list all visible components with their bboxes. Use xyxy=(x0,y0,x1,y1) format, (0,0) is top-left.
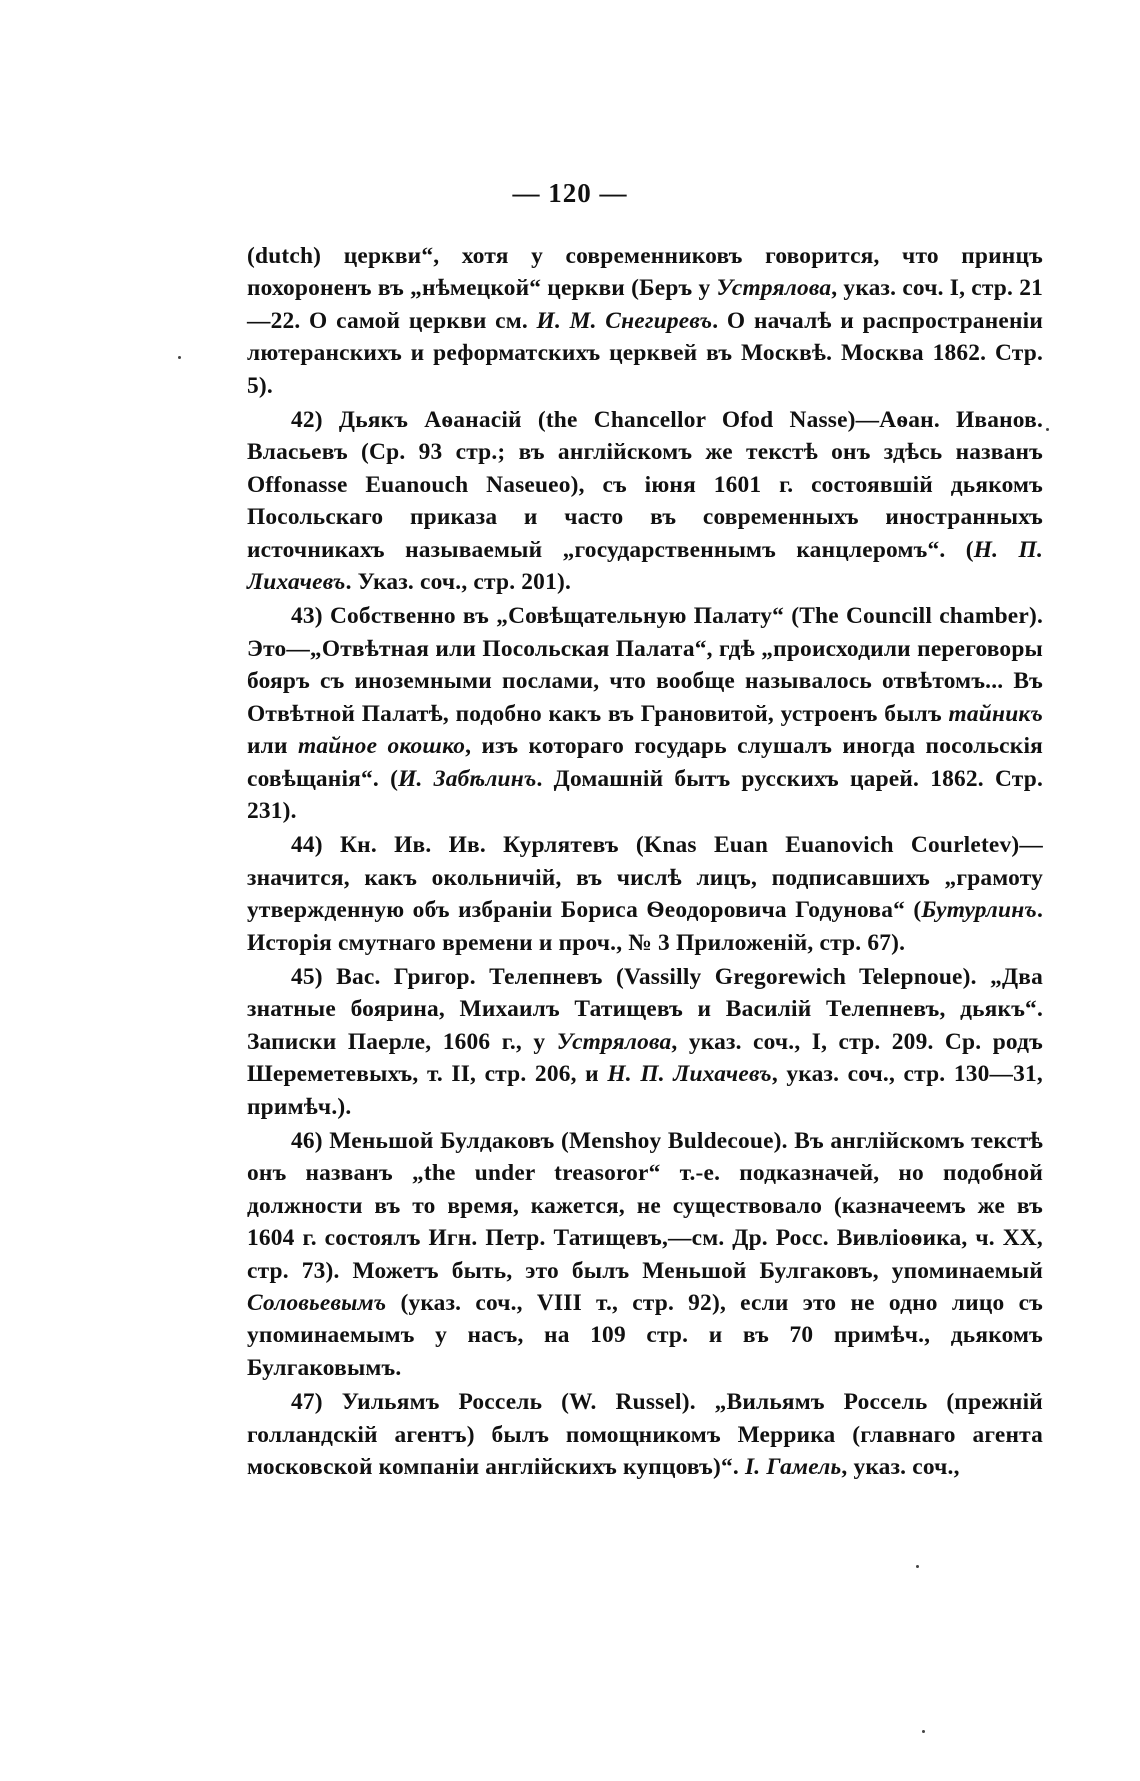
text-run: (указ. соч., VIII т., стр. 92), если это не одно лицо съ упоминаемымъ у насъ, на 109 стр. и въ 70 примѣч., дьякомъ Булгаковымъ. xyxy=(247,1290,1043,1381)
italic-author: И. Забѣлинъ xyxy=(398,765,537,792)
text-run: , указ. соч., I, стр. 209. Ср. родъ Шереметевыхъ, т. II, стр. 206, и xyxy=(247,1028,1043,1088)
page-number: — 120 — xyxy=(512,178,628,208)
paragraph-continuation xyxy=(247,240,1043,402)
footnote-42 xyxy=(247,404,1043,598)
text-run: , изъ котораго государь слушалъ иногда посольскія совѣщанія“. ( xyxy=(247,733,1043,792)
print-speck xyxy=(916,1565,919,1568)
italic-author: Устрялова xyxy=(716,275,832,302)
text-run: 46) Меньшой Булдаковъ (Menshoy Buldecoue). Въ англійскомъ текстѣ онъ названъ „the under treasoror“ т.-е. подказначей, но подобной должности въ то время, кажется, не существовало (казначеемъ же въ 1604 г. состоялъ Игн. Петр. Татищевъ,—см. Др. Росс. Вивліоѳика, ч. XX, стр. 73). Можетъ быть, это былъ Меньшой Булгаковъ, упоминаемый xyxy=(247,1127,1043,1284)
text-run: . Домашній бытъ русскихъ царей. 1862. Стр. 231). xyxy=(247,765,1043,824)
text-run: (dutch) церкви“, хотя у современниковъ говорится, что принцъ похороненъ въ „нѣмецкой“ церкви (Беръ у xyxy=(247,243,1043,302)
text-run: или xyxy=(247,733,298,760)
text-run: 47) Уильямъ Россель (W. Russel). „Вильямъ Россель (прежній голландскій агентъ) былъ помощникомъ Меррика (главнаго агента московской компаніи англійскихъ купцовъ)“. xyxy=(247,1389,1043,1481)
footnote-47 xyxy=(247,1386,1043,1483)
italic-author: Н. П. Лихачевъ xyxy=(247,536,1043,596)
footnote-44 xyxy=(247,829,1043,959)
print-speck xyxy=(922,1730,925,1733)
footnote-43 xyxy=(247,600,1043,827)
text-run: , указ. соч. I, стр. 21—22. О самой церкви см. xyxy=(247,275,1043,334)
italic-author: I. Гамель xyxy=(745,1454,842,1481)
footnotes-body xyxy=(247,240,1043,1485)
italic-term: тайное окошко xyxy=(297,733,466,760)
print-speck xyxy=(178,356,181,359)
text-run: . О началѣ и распространеніи лютеранскихъ и реформатскихъ церквей въ Москвѣ. Москва 1862. Стр. 5). xyxy=(247,307,1044,399)
text-run: 42) Дьякъ Аѳанасій (the Chancellor Ofod Nasse)—Аѳан. Иванов. Власьевъ (Ср. 93 стр.; въ англійскомъ же текстѣ онъ здѣсь названъ Offonasse Euanouch Naseueo), съ іюня 1601 г. состоявшій дьякомъ Посольскаго приказа и часто въ современныхъ иностранныхъ источникахъ называемый „государственнымъ канцлеромъ“. ( xyxy=(247,407,1043,563)
text-run: . Исторія смутнаго времени и проч., № 3 Приложеній, стр. 67). xyxy=(247,897,1043,956)
footnote-46 xyxy=(247,1125,1043,1384)
italic-author: Н. П. Лихачевъ xyxy=(607,1061,772,1088)
italic-author: И. М. Снегиревъ xyxy=(536,307,713,334)
italic-term: тайникъ xyxy=(948,700,1043,727)
text-run: . Указ. соч., стр. 201). xyxy=(345,569,572,596)
print-speck xyxy=(1046,428,1049,431)
italic-author: Устрялова xyxy=(556,1028,672,1055)
text-run: 45) Вас. Григор. Телепневъ (Vassilly Gregorewich Telepnoue). „Два знатные боярина, Михаилъ Татищевъ и Василій Телепневъ, дьякъ“. Записки Паерле, 1606 г., у xyxy=(247,963,1043,1055)
text-run: , указ. соч., стр. 130—31, примѣч.). xyxy=(247,1061,1043,1120)
footnote-45 xyxy=(247,961,1043,1123)
text-run: 44) Кн. Ив. Ив. Курлятевъ (Knas Euan Euanovich Courletev)—значится, какъ окольничій, въ числѣ лицъ, подписавшихъ „грамоту утвержденную объ избраніи Бориса Ѳеодоровича Годунова“ ( xyxy=(247,832,1043,924)
italic-author: Соловьевымъ xyxy=(247,1290,387,1316)
text-run: 43) Собственно въ „Совѣщательную Палату“ (The Councill chamber). Это—„Отвѣтная или Посольская Палата“, гдѣ „происходили переговоры бояръ съ иноземными послами, что вообще называлось отвѣтомъ... Въ Отвѣтной Палатѣ, подобно какъ въ Грановитой, устроенъ былъ xyxy=(247,603,1043,727)
text-run: , указ. соч., xyxy=(841,1454,960,1481)
italic-author: Бутурлинъ xyxy=(921,897,1037,924)
